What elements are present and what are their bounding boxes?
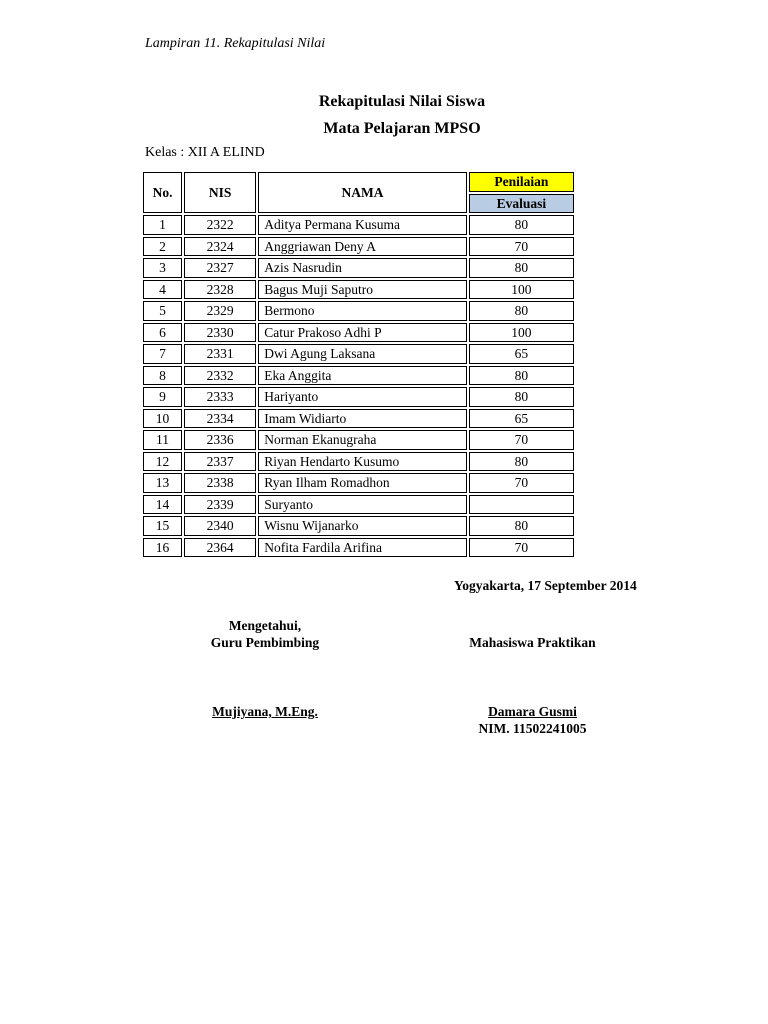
table-row [143, 538, 574, 558]
table-row [143, 366, 574, 386]
cell-evaluasi: 100 [469, 280, 574, 300]
cell-nama: Bermono [258, 301, 466, 321]
header-no: No. [143, 172, 182, 213]
cell-nis: 2331 [184, 344, 256, 364]
cell-nama: Aditya Permana Kusuma [258, 215, 466, 235]
cell-nama: Catur Prakoso Adhi P [258, 323, 466, 343]
cell-evaluasi: 80 [469, 301, 574, 321]
supervisor-name-text: Mujiyana, M.Eng. [212, 704, 318, 719]
header-nama: NAMA [258, 172, 466, 213]
supervisor-name [180, 704, 350, 720]
table-row [143, 387, 574, 407]
grades-table-body [143, 215, 574, 557]
table-row [143, 215, 574, 235]
header-evaluasi: Evaluasi [469, 194, 574, 214]
student-name [440, 704, 625, 720]
cell-nama: Dwi Agung Laksana [258, 344, 466, 364]
cell-nis: 2330 [184, 323, 256, 343]
cell-no: 14 [143, 495, 182, 515]
cell-no: 11 [143, 430, 182, 450]
cell-no: 8 [143, 366, 182, 386]
cell-nis: 2364 [184, 538, 256, 558]
cell-nis: 2333 [184, 387, 256, 407]
cell-evaluasi: 65 [469, 409, 574, 429]
cell-evaluasi: 80 [469, 387, 574, 407]
cell-evaluasi: 70 [469, 430, 574, 450]
cell-no: 1 [143, 215, 182, 235]
cell-nama: Norman Ekanugraha [258, 430, 466, 450]
table-row [143, 430, 574, 450]
cell-evaluasi: 70 [469, 473, 574, 493]
cell-no: 6 [143, 323, 182, 343]
student-name-text: Damara Gusmi [488, 704, 577, 719]
cell-nama: Eka Anggita [258, 366, 466, 386]
table-row [143, 409, 574, 429]
student-title: Mahasiswa Praktikan [469, 635, 596, 650]
acknowledged-label: Mengetahui, [228, 618, 302, 633]
cell-no: 10 [143, 409, 182, 429]
cell-nama: Azis Nasrudin [258, 258, 466, 278]
place-date: Yogyakarta, 17 September 2014 [454, 578, 637, 593]
cell-nis: 2328 [184, 280, 256, 300]
cell-nis: 2338 [184, 473, 256, 493]
cell-evaluasi: 80 [469, 452, 574, 472]
cell-evaluasi: 80 [469, 215, 574, 235]
cell-nis: 2340 [184, 516, 256, 536]
grades-table-header [143, 172, 574, 213]
supervisor-title: Guru Pembimbing [210, 635, 320, 650]
table-row [143, 258, 574, 278]
cell-nis: 2337 [184, 452, 256, 472]
table-row [143, 280, 574, 300]
cell-no: 12 [143, 452, 182, 472]
table-row [143, 237, 574, 257]
appendix-caption: Lampiran 11. Rekapitulasi Nilai [145, 36, 326, 51]
cell-nis: 2322 [184, 215, 256, 235]
cell-evaluasi [469, 495, 574, 515]
cell-no: 2 [143, 237, 182, 257]
cell-evaluasi: 65 [469, 344, 574, 364]
cell-nama: Wisnu Wijanarko [258, 516, 466, 536]
cell-nama: Ryan Ilham Romadhon [258, 473, 466, 493]
cell-no: 5 [143, 301, 182, 321]
table-row [143, 452, 574, 472]
table-row [143, 473, 574, 493]
table-row [143, 495, 574, 515]
header-nis: NIS [184, 172, 256, 213]
cell-no: 7 [143, 344, 182, 364]
cell-no: 16 [143, 538, 182, 558]
cell-evaluasi: 80 [469, 366, 574, 386]
cell-nama: Imam Widiarto [258, 409, 466, 429]
cell-evaluasi: 80 [469, 516, 574, 536]
class-label: Kelas : XII A ELIND [145, 145, 265, 160]
cell-nama: Bagus Muji Saputro [258, 280, 466, 300]
cell-nama: Riyan Hendarto Kusumo [258, 452, 466, 472]
cell-no: 15 [143, 516, 182, 536]
cell-nama: Suryanto [258, 495, 466, 515]
header-penilaian: Penilaian [469, 172, 574, 192]
document-title: Rekapitulasi Nilai Siswa [318, 93, 486, 110]
cell-nis: 2329 [184, 301, 256, 321]
table-row [143, 323, 574, 343]
cell-nama: Anggriawan Deny A [258, 237, 466, 257]
grades-table [141, 170, 576, 559]
cell-no: 13 [143, 473, 182, 493]
cell-nis: 2324 [184, 237, 256, 257]
table-row [143, 344, 574, 364]
table-row [143, 301, 574, 321]
cell-evaluasi: 100 [469, 323, 574, 343]
cell-no: 3 [143, 258, 182, 278]
cell-nis: 2334 [184, 409, 256, 429]
cell-nama: Hariyanto [258, 387, 466, 407]
cell-evaluasi: 70 [469, 538, 574, 558]
cell-nis: 2339 [184, 495, 256, 515]
cell-no: 4 [143, 280, 182, 300]
student-nim: NIM. 11502241005 [478, 721, 587, 736]
cell-evaluasi: 70 [469, 237, 574, 257]
cell-no: 9 [143, 387, 182, 407]
table-row [143, 516, 574, 536]
cell-evaluasi: 80 [469, 258, 574, 278]
cell-nis: 2336 [184, 430, 256, 450]
cell-nama: Nofita Fardila Arifina [258, 538, 466, 558]
cell-nis: 2327 [184, 258, 256, 278]
document-subtitle: Mata Pelajaran MPSO [323, 120, 481, 137]
cell-nis: 2332 [184, 366, 256, 386]
